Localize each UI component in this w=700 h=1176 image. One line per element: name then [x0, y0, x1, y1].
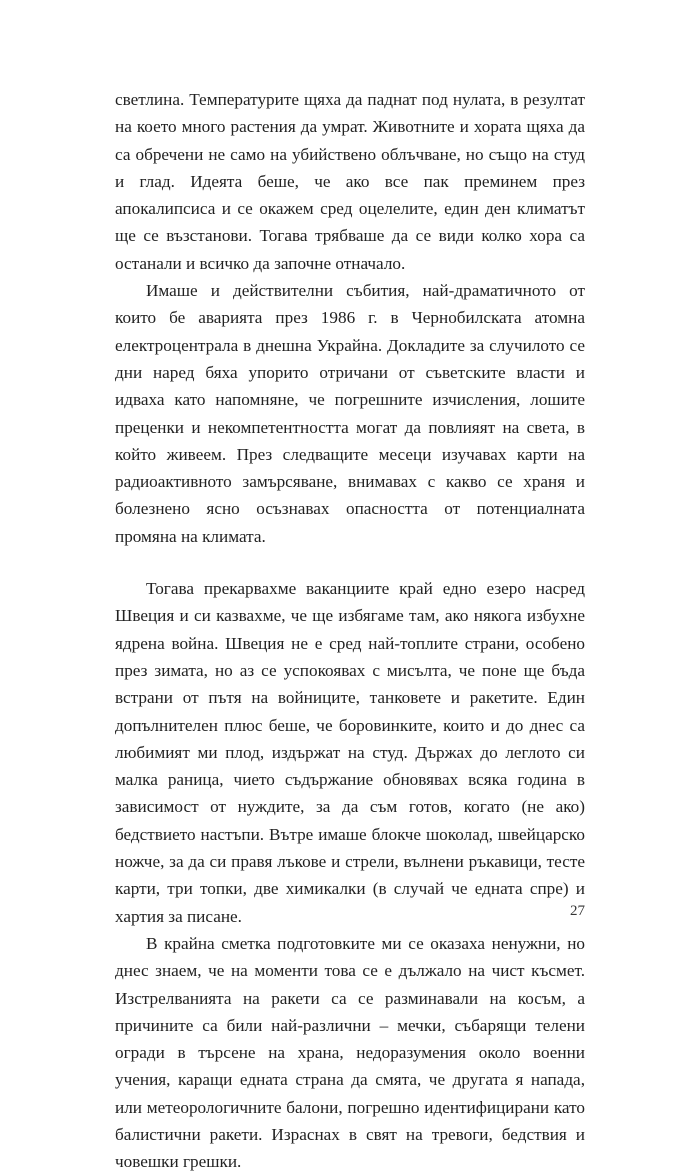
paragraph-2: Имаше и действителни събития, най-драматичното от които бе аварията през 1986 г. в Чернобилската атомна електроцентрала в днешна Украйна. Докладите за случилото се дни наред бяха упорито отричани от съветските власти и идваха като напомняне, че погрешните изчисления, лошите преценки и некомпетентността могат да повлияят на света, в който живеем. През следващите месеци изучавах карти на радиоактивното замърсяване, внимавах с какво се храня и болезнено ясно осъзнавах опасността от потенциалната промяна на климата.: [115, 281, 585, 546]
paragraph-3: Тогава прекарвахме ваканциите край едно езеро насред Швеция и си казвахме, че ще избягаме там, ако някога избухне ядрена война. Швеция не е сред най-топлите страни, особено през зимата, но аз се успокоявах с мисълта, че поне ще бъда встрани от пътя на войниците, танковете и ракетите. Един допълнителен плюс беше, че боровинките, които и до днес са любимият ми плод, издържат на студ. Държах до леглото си малка раница, чието съдържание обновявах всяка година в зависимост от нуждите, за да съм готов, когато (не ако) бедствието настъпи. Вътре имаше блокче шоколад, швейцарско ножче, за да си правя лъкове и стрели, вълнени ръкавици, тесте карти, три топки, две химикалки (в случай че едната спре) и хартия за писане.: [115, 579, 585, 926]
paragraph-1: светлина. Температурите щяха да паднат под нулата, в резултат на което много растения да умрат. Животните и хората щяха да са обречени не само на убийствено облъчване, но също на студ и глад. Идеята беше, че ако все пак преминем през апокалипсиса и се окажем сред оцелелите, един ден климатът ще се възстанови. Тогава трябваше да се види колко хора са останали и всичко да започне отначало.: [115, 90, 585, 273]
page-number: 27: [570, 903, 585, 919]
body-text: [115, 86, 585, 1176]
section-break: [115, 550, 585, 575]
paragraph-4: В крайна сметка подготовките ми се оказаха ненужни, но днес знаем, че на моменти това се е дължало на чист късмет. Изстрелванията на ракети са се разминавали на косъм, а причините са били най-различни – мечки, събарящи телени огради в търсене на храна, недоразумения около военни учения, каращи едната страна да смята, че другата я напада, или метеорологичните балони, погрешно идентифицирани като балистични ракети. Израснах в свят на тревоги, бедствия и човешки грешки.: [115, 933, 585, 1172]
